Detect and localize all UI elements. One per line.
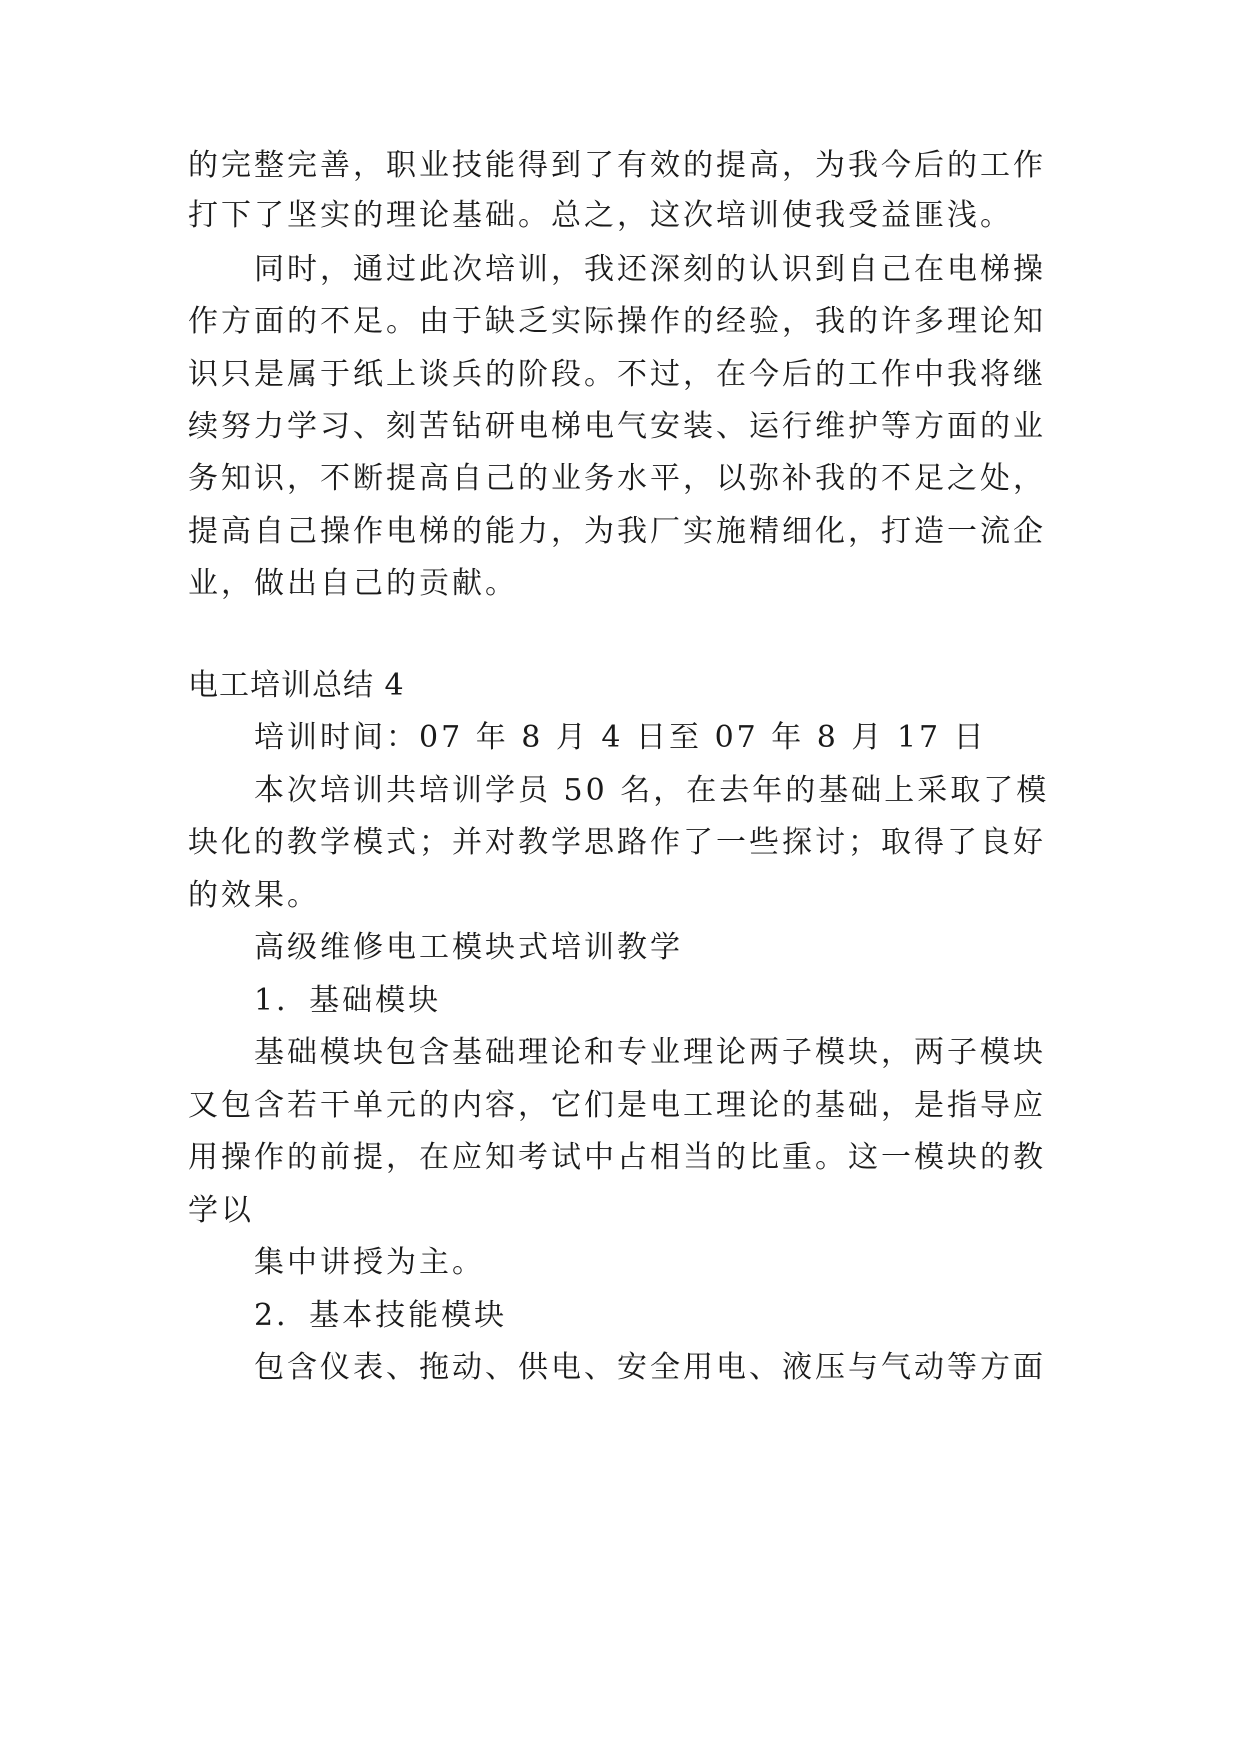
paragraph-line: 提高自己操作电梯的能力，为我厂实施精细化，打造一流企 — [188, 514, 1046, 549]
paragraph-line: 培训时间：07 年 8 月 4 日至 07 年 8 月 17 日 — [254, 720, 987, 755]
paragraph-line: 续努力学习、刻苦钻研电梯电气安装、运行维护等方面的业 — [188, 409, 1046, 444]
paragraph-line: 打下了坚实的理论基础。总之，这次培训使我受益匪浅。 — [188, 198, 1013, 233]
paragraph-line: 又包含若干单元的内容，它们是电工理论的基础，是指导应 — [188, 1088, 1046, 1123]
list-item-heading: 2．基本技能模块 — [254, 1298, 508, 1333]
paragraph-line: 集中讲授为主。 — [254, 1245, 485, 1280]
paragraph-line: 用操作的前提，在应知考试中占相当的比重。这一模块的教 — [188, 1140, 1046, 1175]
paragraph-line: 包含仪表、拖动、供电、安全用电、液压与气动等方面 — [254, 1350, 1046, 1385]
list-item-heading: 1．基础模块 — [254, 983, 442, 1018]
paragraph-line: 的效果。 — [188, 878, 320, 913]
paragraph-line: 业，做出自己的贡献。 — [188, 566, 518, 601]
paragraph-line: 学以 — [188, 1193, 254, 1228]
subheading: 高级维修电工模块式培训教学 — [254, 930, 683, 965]
paragraph-line: 本次培训共培训学员 50 名，在去年的基础上采取了模 — [254, 773, 1050, 808]
paragraph-line: 作方面的不足。由于缺乏实际操作的经验，我的许多理论知 — [188, 304, 1046, 339]
paragraph-line: 识只是属于纸上谈兵的阶段。不过，在今后的工作中我将继 — [188, 357, 1046, 392]
paragraph-line: 基础模块包含基础理论和专业理论两子模块，两子模块 — [254, 1035, 1046, 1070]
paragraph-line: 务知识，不断提高自己的业务水平，以弥补我的不足之处， — [188, 461, 1046, 496]
paragraph-line: 同时，通过此次培训，我还深刻的认识到自己在电梯操 — [254, 252, 1046, 287]
paragraph-line: 的完整完善，职业技能得到了有效的提高，为我今后的工作 — [188, 148, 1046, 183]
section-heading: 电工培训总结 4 — [188, 668, 405, 703]
paragraph-line: 块化的教学模式；并对教学思路作了一些探讨；取得了良好 — [188, 825, 1046, 860]
